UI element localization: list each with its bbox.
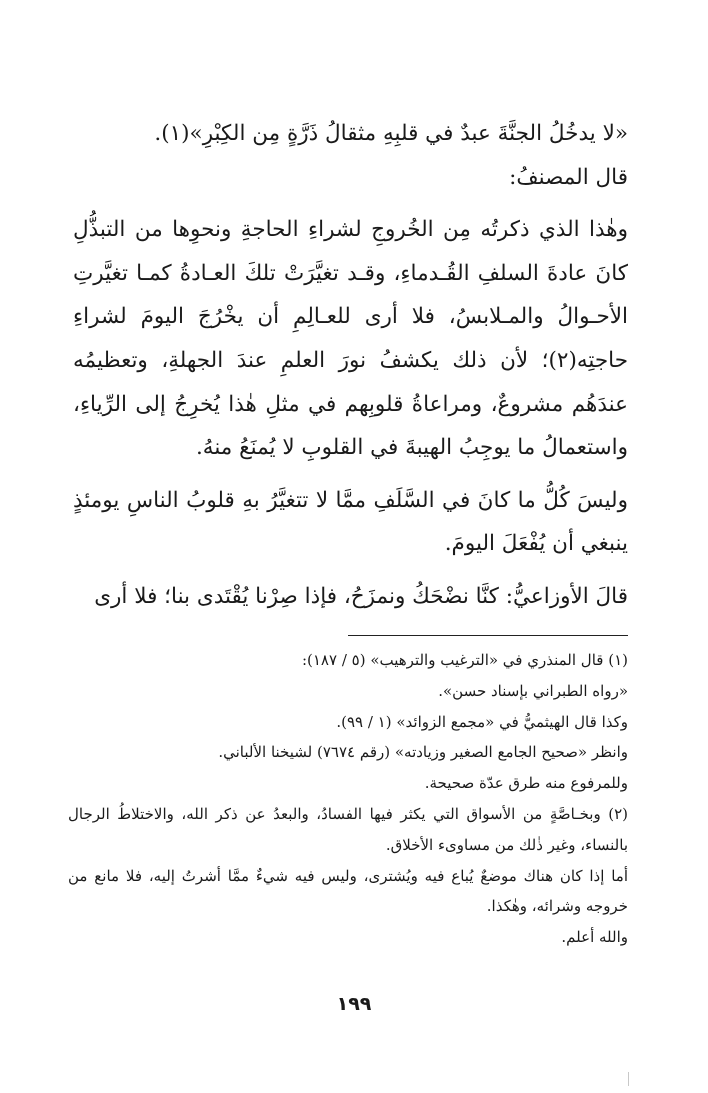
footnote-line: وانظر «صحيح الجامع الصغير وزيادته» (رقم ٧٦٧٤) لشيخنا الألباني. xyxy=(218,743,628,762)
footnote-line: أما إذا كان هناك موضعٌ يُباع فيه ويُشترى، وليس فيه شيءٌ ممَّا أشرتُ إليه، فلا مانع من خروجه وشرائه، وهٰكذا. xyxy=(68,866,628,916)
body-paragraph: وليسَ كُلُّ ما كانَ في السَّلَفِ ممَّا لا تتغيَّرُ بهِ قلوبُ الناسِ يومئذٍ ينبغي أن يُفْعَلَ اليومَ. xyxy=(73,487,628,557)
footnotes xyxy=(68,645,628,953)
footnote-line: (٢) وبخـاصَّةٍ من الأسواق التي يكثر فيها الفسادُ، والبعدُ عن ذكر الله، والاختلاطُ الرجال بالنساء، وغير ذٰلك من مساوىء الأخلاق. xyxy=(68,804,628,854)
footnote-line: والله أعلم. xyxy=(561,928,628,947)
footnote-line: «رواه الطبراني بإسناد حسن». xyxy=(438,681,628,700)
page-number: ١٩٩ xyxy=(336,993,372,1015)
author-heading: قال المصنفُ: xyxy=(509,164,628,190)
footnote-separator xyxy=(348,635,628,636)
scan-mark xyxy=(628,1072,629,1086)
footnote-line: وللمرفوع منه طرق عدّة صحيحة. xyxy=(424,774,628,793)
footnote-line: وكذا قال الهيثميُّ في «مجمع الزوائد» (١ / ٩٩). xyxy=(336,712,628,731)
body-paragraph: قالَ الأوزاعيُّ: كنَّا نضْحَكُ ونمزَحُ، فإذا صِرْنا يُقْتَدى بنا؛ فلا أرى xyxy=(94,583,628,609)
hadith-paragraph: «لا يدخُلُ الجنَّةَ عبدٌ في قلبِهِ مثقالُ ذَرَّةٍ مِن الكِبْرِ»(١). xyxy=(154,121,628,146)
main-text xyxy=(73,112,628,619)
footnote-line: (١) قال المنذري في «الترغيب والترهيب» (٥ / ١٨٧): xyxy=(301,651,628,669)
body-paragraph: وهٰذا الذي ذكرتُه مِن الخُروجِ لشراءِ الحاجةِ ونحوِها من التبذُّلِ كانَ عادةَ السلفِ القُـدماءِ، وقـد تغيَّرَتْ تلكَ العـادةُ كمـا تغيَّرتِ الأحـوالُ والمـلابسُ، فلا أرى للعـالِمِ أن يخْرُجَ اليومَ لشراءِ حاجتِه(٢)؛ لأن ذلك يكشفُ نورَ العلمِ عندَ الجهلةِ، وتعظيمُه عندَهُم مشروعٌ، ومراعاةُ قلوبِهم في مثلِ هٰذا يُخرِجُ إلى الرِّياءِ، واستعمالُ ما يوجِبُ الهيبةَ في القلوبِ لا يُمنَعُ منهُ. xyxy=(73,217,628,461)
